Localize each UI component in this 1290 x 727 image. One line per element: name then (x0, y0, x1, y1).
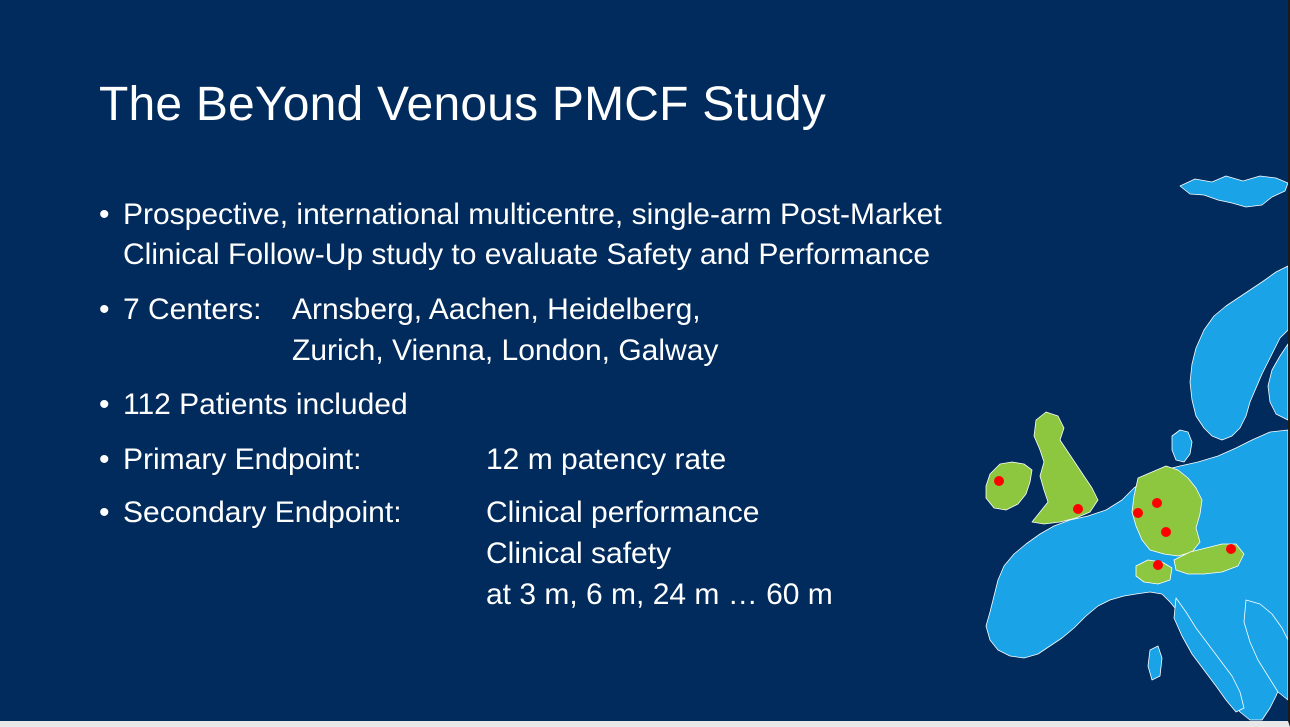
primary-endpoint-value: 12 m patency rate (486, 443, 727, 476)
patients-text: 112 Patients included (123, 388, 408, 421)
scandinavia-shape (1190, 266, 1288, 440)
ireland-shape (986, 462, 1032, 510)
bullet-icon: • (99, 198, 110, 231)
sardinia-shape (1148, 646, 1162, 680)
iceland-shape (1180, 176, 1288, 207)
bullet-icon: • (99, 496, 110, 529)
marker-vienna (1226, 544, 1236, 554)
secondary-endpoint-label: Secondary Endpoint: (123, 496, 402, 529)
marker-zurich (1153, 560, 1163, 570)
centers-list: Arnsberg, Aachen, Heidelberg, (292, 293, 701, 326)
marker-heidelberg (1161, 527, 1171, 537)
bullet-text-continued: Clinical Follow-Up study to evaluate Safety and Performance (123, 238, 931, 271)
centers-label: 7 Centers: (123, 293, 262, 326)
marker-aachen (1133, 508, 1143, 518)
bullet-icon: • (99, 293, 110, 326)
centers-list-continued: Zurich, Vienna, London, Galway (292, 334, 719, 367)
marker-galway (994, 476, 1004, 486)
great-britain-shape (1032, 412, 1098, 524)
bullet-text: Prospective, international multicentre, single-arm Post-Market (123, 198, 942, 231)
denmark-shape (1172, 430, 1192, 462)
primary-endpoint-label: Primary Endpoint: (123, 443, 362, 476)
secondary-endpoint-value-3: at 3 m, 6 m, 24 m … 60 m (486, 578, 833, 611)
marker-london (1073, 504, 1083, 514)
secondary-endpoint-value-1: Clinical performance (486, 496, 760, 529)
marker-arnsberg (1152, 498, 1162, 508)
secondary-endpoint-value-2: Clinical safety (486, 537, 672, 570)
bullet-icon: • (99, 388, 110, 421)
bullet-icon: • (99, 443, 110, 476)
europe-map-icon (975, 165, 1288, 721)
slide-title: The BeYond Venous PMCF Study (99, 78, 826, 131)
